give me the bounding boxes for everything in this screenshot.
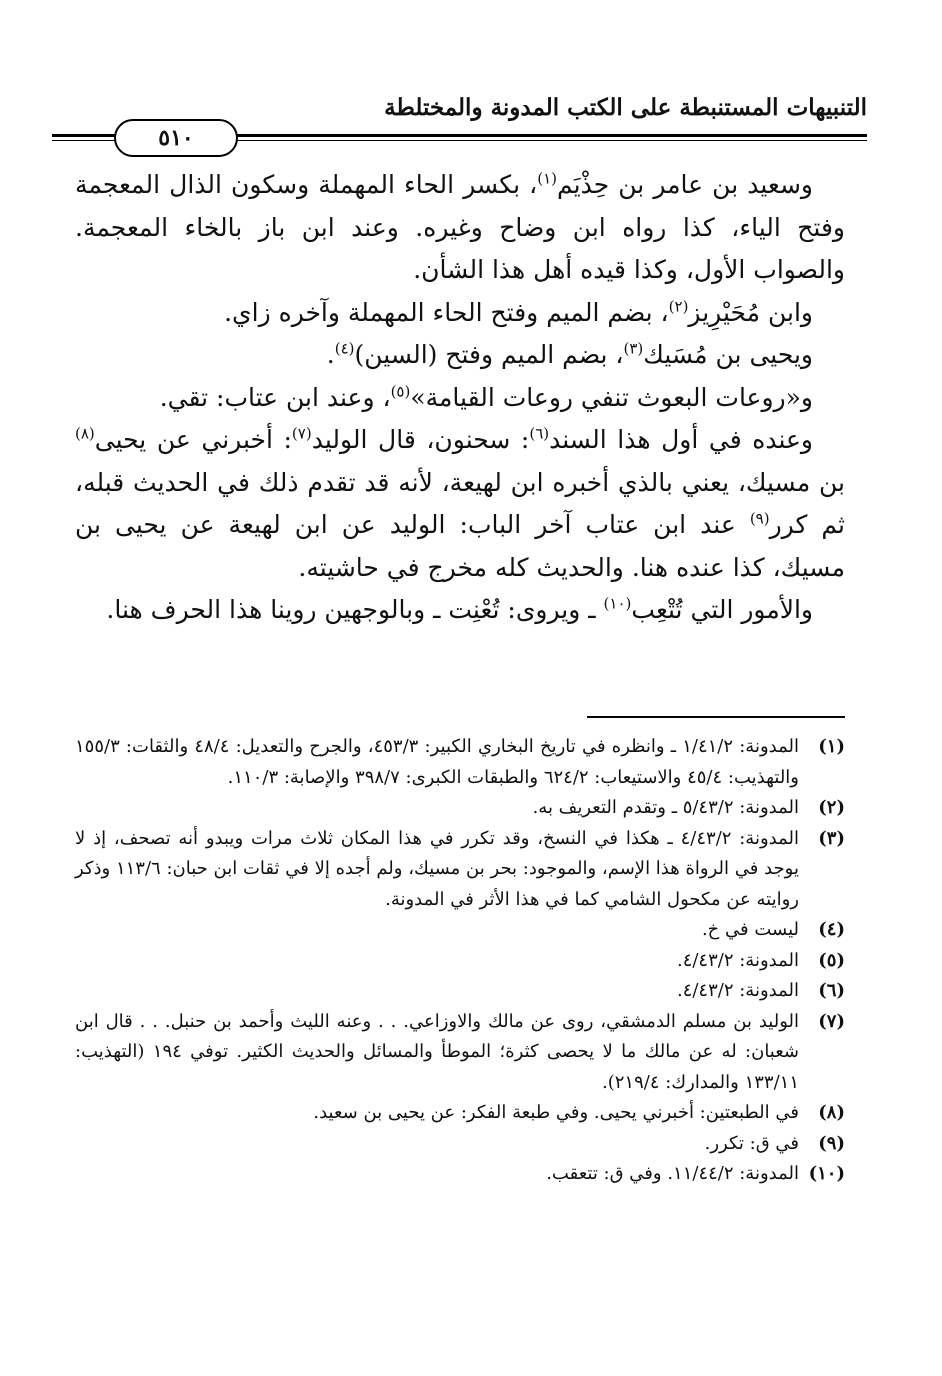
text-run: وسعيد بن عامر بن حِذْيَم <box>557 170 813 199</box>
footnote-ref: (٨) <box>75 424 95 443</box>
footnotes <box>75 732 845 1190</box>
footnote-ref: (١٠) <box>603 594 632 613</box>
footnote-text: المدونة: ٤/٤٣/٢. <box>676 980 799 1001</box>
main-text <box>75 164 845 632</box>
footnote-ref: (٣) <box>623 339 644 358</box>
footnote-text: الوليد بن مسلم الدمشقي، روى عن مالك والاوزاعي. . . وعنه الليث وأحمد بن حنبل. . . قال ابن شعبان: له عن مالك ما لا يحصى كثرة؛ الموطأ والمسائل والحديث الكثير. توفي ١٩٤ (التهذيب: ١٣٣/١١ والمدارك: ٢١٩/٤). <box>75 1010 800 1093</box>
footnote-number: (٥) <box>818 949 845 971</box>
footnote-number: (٦) <box>818 980 845 1001</box>
text-run: ويحيى بن مُسَيك <box>643 340 813 369</box>
footnote-ref: (٥) <box>390 382 411 401</box>
footnote-number: (٤) <box>818 919 845 940</box>
footnote-item <box>75 732 845 793</box>
footnote-text: المدونة: ١/٤١/٢ ـ وانظره في تاريخ البخاري الكبير: ٤٥٣/٣، والجرح والتعديل: ٤٨/٤ والثقات: ١٥٥/٣ والتهذيب: ٤٥/٤ والاستيعاب: ٦٢٤/٢ والطبقات الكبرى: ٣٩٨/٧ والإصابة: ١١٠/٣. <box>75 736 799 788</box>
text-run: . <box>326 340 335 369</box>
paragraph-6 <box>75 589 845 632</box>
footnote-ref: (٢) <box>668 297 689 316</box>
footnote-item <box>75 915 845 946</box>
footnote-text: المدونة: ٥/٤٣/٢ ـ وتقدم التعريف به. <box>532 797 799 818</box>
text-run: : أخبرني عن يحيى <box>94 425 292 454</box>
text-run: عند ابن عتاب آخر الباب: الوليد عن ابن لهيعة عن يحيى بن مسيك، كذا عنده هنا. والحديث كله مخرج في حاشيته. <box>75 510 845 582</box>
footnote-ref: (٤) <box>334 339 355 358</box>
footnote-ref: (٩) <box>749 509 770 528</box>
footnote-ref: (٧) <box>291 424 312 443</box>
footnote-ref: (١) <box>537 169 557 188</box>
footnote-text: المدونة: ٤/٤٣/٢ ـ هكذا في النسخ، وقد تكرر في هذا المكان ثلاث مرات ويبدو أنه تصحف، إذ لا يوجد في الرواة هذا الإسم، والموجود: بحر بن مسيك، ولم أجده إلا في ثقات ابن حبان: ١١٣/٦ وذكر روايته عن مكحول الشامي كما في هذا الأثر في المدونة. <box>75 827 800 910</box>
footnote-text: في ق: تكرر. <box>704 1132 799 1154</box>
footnote-text: المدونة: ١١/٤٤/٢. وفي ق: تتعقب. <box>546 1163 799 1184</box>
running-header <box>52 82 867 160</box>
footnote-number: (٧) <box>818 1010 845 1032</box>
text-run: بن مسيك، يعني بالذي أخبره ابن لهيعة، لأنه قد تقدم ذلك في الحديث قبله، ثم كرر <box>75 467 846 539</box>
footnote-ref: (٦) <box>529 424 550 443</box>
footnote-number: (٨) <box>818 1102 845 1123</box>
footnote-text: في الطبعتين: أخبرني يحيى. وفي طبعة الفكر: عن يحيى بن سعيد. <box>313 1102 799 1123</box>
text-run: ، بضم الميم وفتح (السين) <box>354 340 624 369</box>
footnote-number: (٢) <box>818 797 845 818</box>
footnote-item <box>75 1129 845 1160</box>
footnote-number: (٩) <box>818 1132 845 1154</box>
footnote-item <box>75 1007 845 1099</box>
text-run: وابن مُحَيْرِيز <box>688 297 813 327</box>
text-run: والأمور التي تُتْعِب <box>631 595 813 624</box>
page-number: ٥١٠ <box>114 119 238 157</box>
paragraph-4 <box>75 377 845 420</box>
footnote-item <box>75 946 845 977</box>
text-run: : سحنون، قال الوليد <box>311 425 530 454</box>
text-run: و«روعات البعوث تنفي روعات القيامة» <box>410 382 813 412</box>
footnote-separator <box>587 716 845 718</box>
text-run: ـ ويروى: تُعْنِت ـ وبالوجهين روينا هذا الحرف هنا. <box>106 595 604 624</box>
paragraph-3 <box>75 334 845 377</box>
text-run: وعنده في أول هذا السند <box>549 425 813 454</box>
running-title: التنبيهات المستنبطة على الكتب المدونة والمختلطة <box>384 94 867 121</box>
paragraph-1 <box>75 164 845 292</box>
text-run: ، وعند ابن عتاب: تقي. <box>159 382 391 412</box>
text-run: ، بكسر الحاء المهملة وسكون الذال المعجمة وفتح الياء، كذا رواه ابن وضاح وغيره. وعند ابن باز بالخاء المعجمة. والصواب الأول، وكذا قيده أهل هذا الشأن. <box>75 170 845 284</box>
footnote-number: (١) <box>818 736 845 757</box>
footnote-item <box>75 1159 845 1190</box>
footnote-number: (٣) <box>818 827 845 849</box>
footnote-item <box>75 976 845 1007</box>
footnote-text: المدونة: ٤/٤٣/٢. <box>676 949 799 971</box>
text-run: ، بضم الميم وفتح الحاء المهملة وآخره زاي. <box>224 297 669 327</box>
footnote-text: ليست في خ. <box>701 919 799 940</box>
paragraph-2 <box>75 292 845 335</box>
paragraph-5 <box>75 419 845 589</box>
footnote-item <box>75 824 845 916</box>
footnote-item <box>75 1098 845 1129</box>
footnote-item <box>75 793 845 824</box>
footnote-number: (١٠) <box>808 1163 845 1184</box>
